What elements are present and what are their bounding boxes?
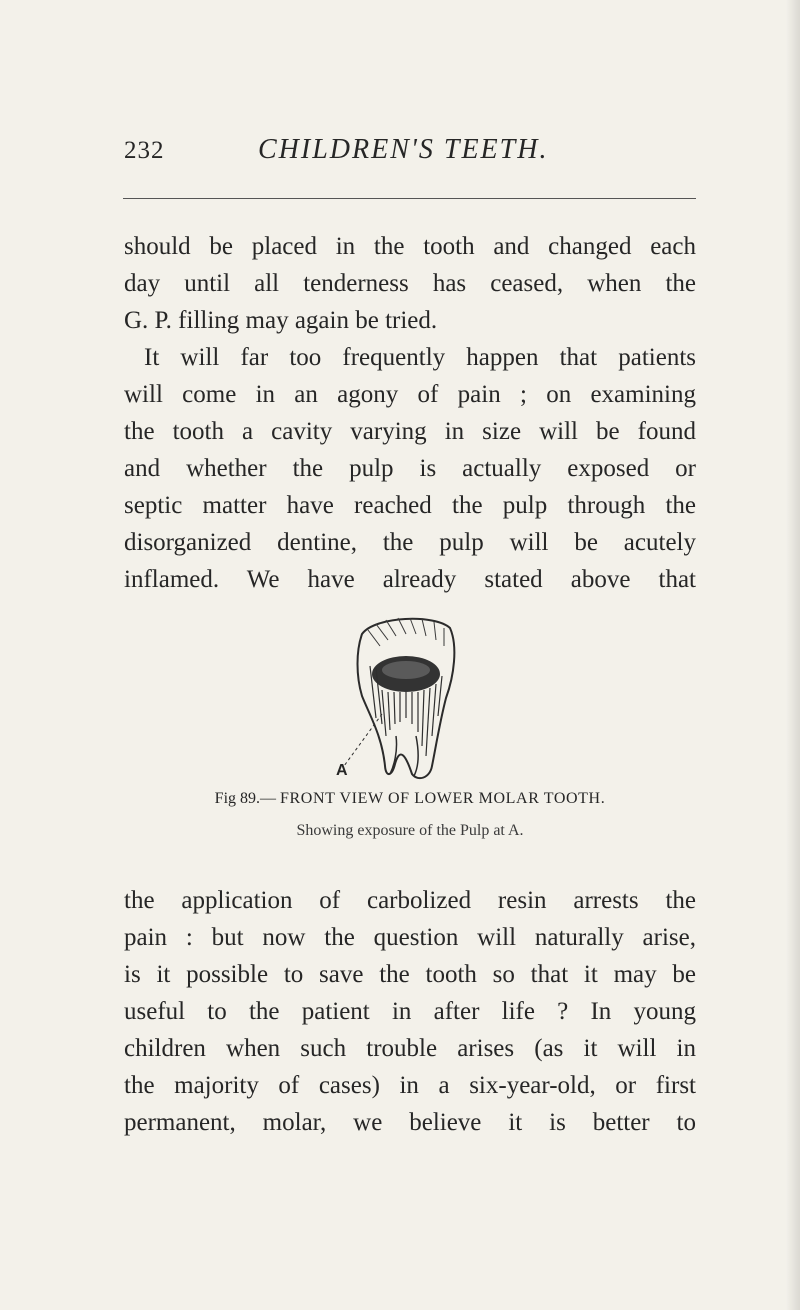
text-line: the application of carbolized resin arrests the	[124, 887, 696, 914]
figure-caption	[124, 790, 696, 808]
molar-tooth-drawing	[340, 606, 470, 786]
tooth-illustration	[340, 606, 470, 786]
figure-subcaption: Showing exposure of the Pulp at A.	[296, 822, 524, 839]
figure-title: FRONT VIEW OF LOWER MOLAR TOOTH.	[280, 790, 606, 807]
text-line: is it possible to save the tooth so that it may be	[124, 961, 696, 988]
crown-hatching	[368, 618, 444, 646]
text-line: useful to the patient in after life ? In young	[124, 998, 696, 1025]
text-line: day until all tenderness has ceased, when the	[124, 270, 696, 297]
text-line: children when such trouble arises (as it will in	[124, 1035, 696, 1062]
running-title: CHILDREN'S TEETH.	[258, 134, 549, 165]
text-line: the tooth a cavity varying in size will be found	[124, 418, 696, 445]
text-line: inflamed. We have already stated above that	[124, 566, 696, 593]
pointer-line	[344, 714, 382, 766]
text-line: will come in an agony of pain ; on examining	[124, 381, 696, 408]
text-line: G. P. filling may again be tried.	[124, 307, 438, 334]
text-line: and whether the pulp is actually exposed or	[124, 455, 696, 482]
paragraph-block-top	[124, 228, 696, 598]
text-line: permanent, molar, we believe it is better to	[124, 1109, 696, 1136]
text-line: pain : but now the question will naturally arise,	[124, 924, 696, 951]
paragraph-block-bottom	[124, 882, 696, 1141]
text-line: It will far too frequently happen that patients	[144, 344, 696, 371]
text-line: disorganized dentine, the pulp will be acutely	[124, 529, 696, 556]
page-number: 232	[124, 137, 165, 164]
text-line: should be placed in the tooth and changed each	[124, 233, 696, 260]
figure-number: Fig 89.—	[214, 790, 277, 807]
header-rule	[123, 198, 696, 199]
figure-label-a: A	[336, 762, 348, 779]
text-line: the majority of cases) in a six-year-old, or first	[124, 1072, 696, 1099]
text-line: septic matter have reached the pulp through the	[124, 492, 696, 519]
page-edge-shadow	[786, 0, 800, 1310]
